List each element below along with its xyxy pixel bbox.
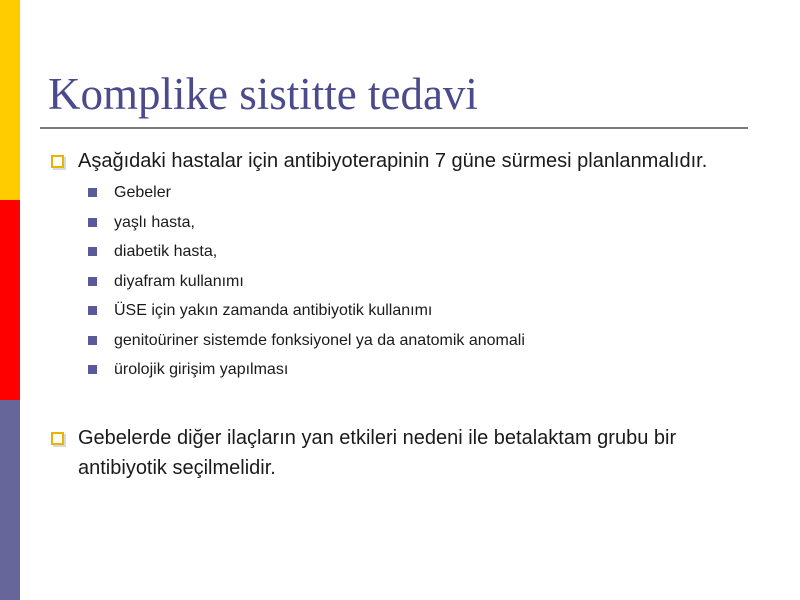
slide-title: Komplike sistitte tedavi — [48, 69, 478, 119]
sub-bullet-item — [78, 326, 748, 356]
filled-square-bullet-icon — [88, 188, 97, 197]
filled-square-bullet-icon — [88, 336, 97, 345]
filled-square-bullet-icon — [88, 277, 97, 286]
sub-bullet-item — [78, 237, 748, 267]
bullet-text: Aşağıdaki hastalar için antibiyoterapinin 7 güne sürmesi planlanmalıdır. — [78, 150, 708, 172]
bullet-text: Gebelerde diğer ilaçların yan etkileri nedeni ile betalaktam grubu bir antibiyotik seçilmelidir. — [78, 426, 677, 479]
sidebar-stripe-purple — [0, 400, 20, 600]
sub-bullet-text: ÜSE için yakın zamanda antibiyotik kullanımı — [114, 302, 433, 319]
sub-bullet-item — [78, 296, 748, 326]
filled-square-bullet-icon — [88, 218, 97, 227]
sub-bullet-list — [78, 178, 748, 385]
hollow-square-bullet-icon — [51, 432, 64, 445]
sub-bullet-item — [78, 208, 748, 238]
sub-bullet-text: ürolojik girişim yapılması — [114, 361, 289, 378]
sub-bullet-text: yaşlı hasta, — [114, 213, 195, 231]
bullet-item — [48, 423, 748, 483]
bullet-item — [48, 146, 748, 385]
decorative-sidebar — [0, 0, 20, 600]
sub-bullet-text: diyafram kullanımı — [114, 272, 244, 290]
filled-square-bullet-icon — [88, 306, 97, 315]
sub-bullet-text: Gebeler — [114, 184, 171, 201]
sub-bullet-item — [78, 178, 748, 208]
slide-content — [48, 146, 748, 483]
sub-bullet-text: genitoüriner sistemde fonksiyonel ya da anatomik anomali — [114, 331, 525, 349]
sub-bullet-item — [78, 355, 748, 385]
sub-bullet-text: diabetik hasta, — [114, 243, 218, 260]
sub-bullet-item — [78, 267, 748, 297]
title-divider — [40, 127, 748, 129]
filled-square-bullet-icon — [88, 365, 97, 374]
sidebar-stripe-yellow — [0, 0, 20, 200]
filled-square-bullet-icon — [88, 247, 97, 256]
hollow-square-bullet-icon — [51, 155, 64, 168]
sidebar-stripe-red — [0, 200, 20, 400]
